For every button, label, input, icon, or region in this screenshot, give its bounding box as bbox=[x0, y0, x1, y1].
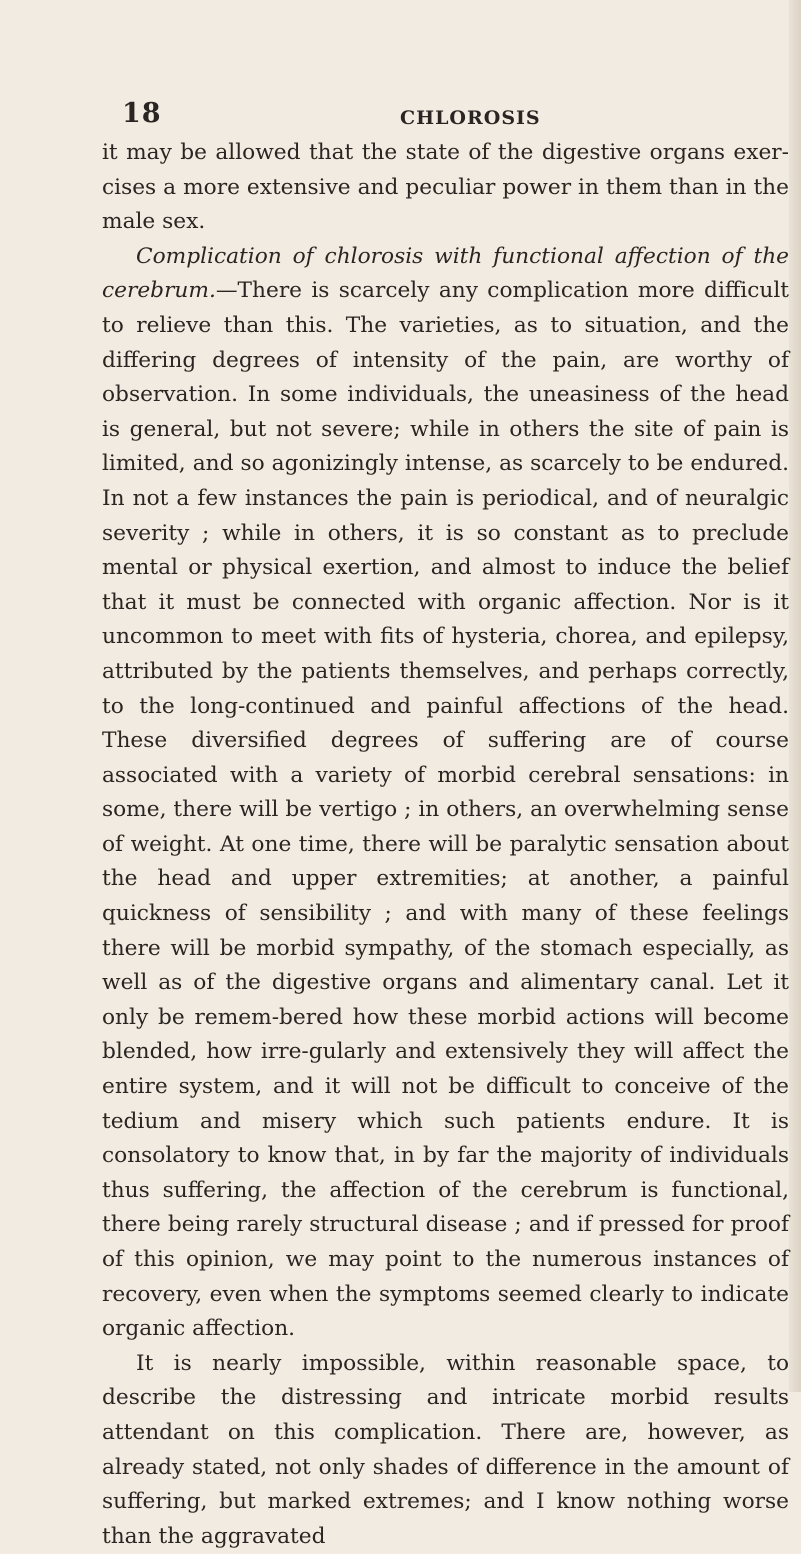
page-edge bbox=[789, 0, 801, 1392]
section-heading: Complication of chlorosis with functional affection of the cerebrum. bbox=[102, 243, 789, 304]
body-text bbox=[102, 136, 789, 1554]
paragraph-2-text: —There is scarcely any complication more difficult to relieve than this. The varieties, as to situation, and the differing degrees of intensity of the pain, are worthy of observation. In some individuals, the uneasiness of the head is general, but not severe; while in others the site of pain is limited, and so agonizingly intense, as scarcely to be endured. In not a few instances the pain is periodical, and of neuralgic severity ; while in others, it is so constant as to preclude mental or physical exertion, and almost to induce the belief that it must be connected with organic affection. Nor is it uncommon to meet with fits of hysteria, chorea, and epilepsy, attributed by the patients themselves, and perhaps correctly, to the long-continued and painful affections of the head. These diversified degrees of suffering are of course associated with a variety of morbid cerebral sensations: in some, there will be vertigo ; in others, an overwhelming sense of weight. At one time, there will be paralytic sensation about the head and upper extremities; at another, a painful quickness of sensibility ; and with many of these feelings there will be morbid sympathy, of the stomach especially, as well as of the digestive organs and alimentary canal. Let it only be remem-bered how these morbid actions will become blended, how irre-gularly and extensively they will affect the entire system, and it will not be difficult to conceive of the tedium and misery which such patients endure. It is consolatory to know that, in by far the majority of individuals thus suffering, the affection of the cerebrum is functional, there being rarely structural disease ; and if pressed for proof of this opinion, we may point to the numerous instances of recovery, even when the symptoms seemed clearly to indicate organic affection. bbox=[102, 278, 789, 1342]
page-number: 18 bbox=[122, 98, 162, 129]
paragraph-3: It is nearly impossible, within reasonable space, to describe the distressing and intricate morbid results attendant on this complication. There are, however, as already stated, not only shades of difference in the amount of suffering, but marked extremes; and I know nothing worse than the aggravated bbox=[102, 1350, 789, 1549]
running-head: CHLOROSIS bbox=[400, 107, 541, 129]
paragraph-2 bbox=[102, 240, 789, 1347]
page-header bbox=[102, 98, 761, 138]
paragraph-1: it may be allowed that the state of the digestive organs exer-cises a more extensive and peculiar power in them than in the male sex. bbox=[102, 140, 789, 235]
